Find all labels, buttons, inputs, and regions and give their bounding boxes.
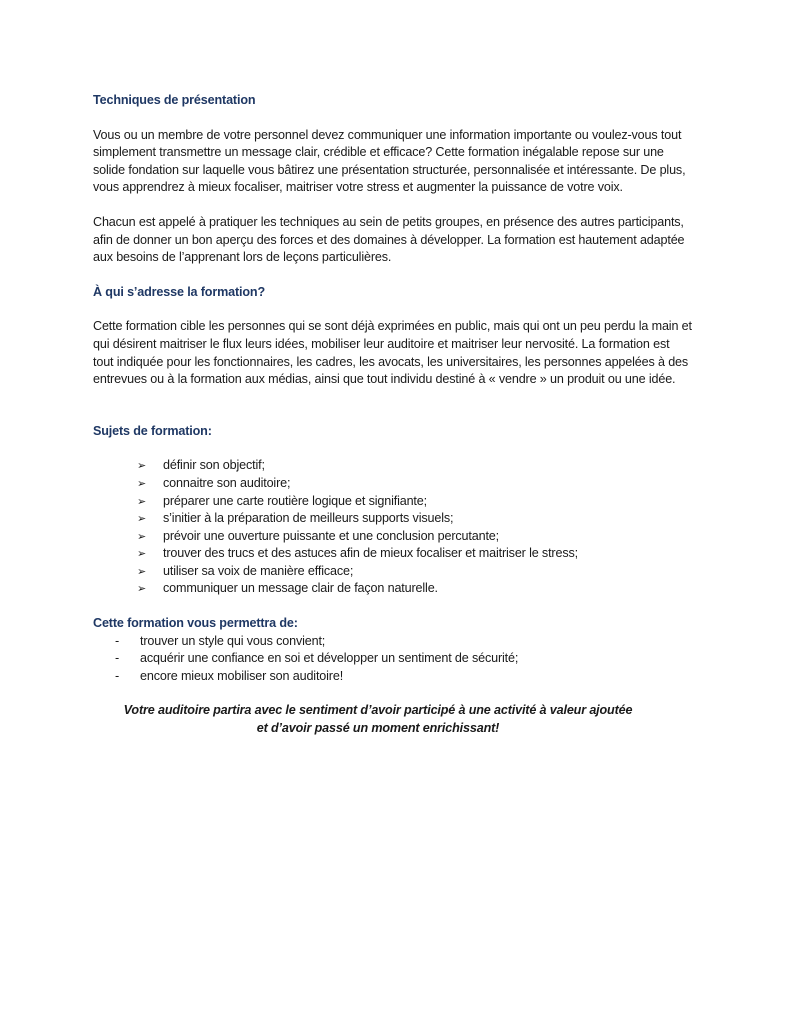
arrow-bullet-icon: ➢ (137, 494, 147, 508)
list-item (137, 580, 693, 598)
arrow-bullet-icon: ➢ (137, 512, 147, 526)
heading-audience: À qui s’adresse la formation? (93, 284, 266, 299)
list-item (137, 563, 693, 581)
closing-line-2: et d’avoir passé un moment enrichissant! (256, 721, 500, 736)
list-item (115, 633, 693, 651)
closing-line-1: Votre auditoire partira avec le sentiment d’avoir participé à une activité à valeur ajoutée (123, 703, 633, 718)
list-item-text: connaitre son auditoire; (163, 475, 291, 490)
arrow-bullet-icon: ➢ (137, 476, 147, 490)
list-item-text: prévoir une ouverture puissante et une conclusion percutante; (163, 528, 499, 543)
paragraph-audience: Cette formation cible les personnes qui se sont déjà exprimées en public, mais qui ont un peu perdu la main et qui désirent maitriser le flux leurs idées, mobiliser leur auditoire et maitriser leur nervosité. La formation est tout indiquée pour les fonctionnaires, les cadres, les avocats, les universitaires, les personnes appelées à des entrevues ou à la formation aux médias, ainsi que tout individu destiné à « vendre » un produit ou une idée. (93, 319, 692, 387)
list-item-text: s’initier à la préparation de meilleurs supports visuels; (163, 511, 454, 526)
list-item-text: trouver des trucs et des astuces afin de mieux focaliser et maitriser le stress; (163, 546, 578, 561)
list-item (137, 510, 693, 528)
closing-statement (93, 702, 663, 737)
paragraph-intro: Vous ou un membre de votre personnel devez communiquer une information importante ou voulez-vous tout simplement transmettre un message clair, crédible et efficace? Cette formation inégalable repose sur une solide fondation sur laquelle vous bâtirez une présentation structurée, personnalisée et intéressante. De plus, vous apprendrez à mieux focaliser, maitriser votre stress et augmenter la puissance de votre voix. (93, 127, 686, 195)
heading-techniques: Techniques de présentation (93, 93, 256, 107)
arrow-bullet-icon: ➢ (137, 547, 147, 561)
heading-topics: Sujets de formation: (93, 423, 212, 438)
arrow-bullet-icon: ➢ (137, 564, 147, 578)
benefits-list (93, 633, 693, 686)
list-item-text: préparer une carte routière logique et signifiante; (163, 493, 427, 508)
paragraph-practice: Chacun est appelé à pratiquer les techniques au sein de petits groupes, en présence des autres participants, afin de donner un bon aperçu des forces et des domaines à développer. La formation est hautement adaptée aux besoins de l’apprenant lors de leçons particulières. (93, 214, 685, 265)
list-item (137, 493, 693, 511)
arrow-bullet-icon: ➢ (137, 529, 147, 543)
list-item (137, 457, 693, 475)
list-item (137, 545, 693, 563)
list-item (115, 650, 693, 668)
topics-list (93, 457, 693, 598)
list-item-text: utiliser sa voix de manière efficace; (163, 563, 354, 578)
list-item-text: trouver un style qui vous convient; (140, 633, 326, 648)
list-item-text: encore mieux mobiliser son auditoire! (140, 668, 344, 683)
dash-bullet: - (115, 651, 120, 666)
list-item (137, 475, 693, 493)
dash-bullet: - (115, 668, 120, 683)
list-item (137, 528, 693, 546)
arrow-bullet-icon: ➢ (137, 582, 147, 596)
arrow-bullet-icon: ➢ (137, 459, 147, 473)
document-content (93, 92, 693, 738)
dash-bullet: - (115, 633, 120, 648)
list-item-text: acquérir une confiance en soi et développer un sentiment de sécurité; (140, 651, 519, 666)
list-item-text: communiquer un message clair de façon naturelle. (163, 581, 438, 596)
list-item (115, 668, 693, 686)
list-item-text: définir son objectif; (163, 458, 265, 473)
heading-benefits: Cette formation vous permettra de: (93, 616, 298, 631)
